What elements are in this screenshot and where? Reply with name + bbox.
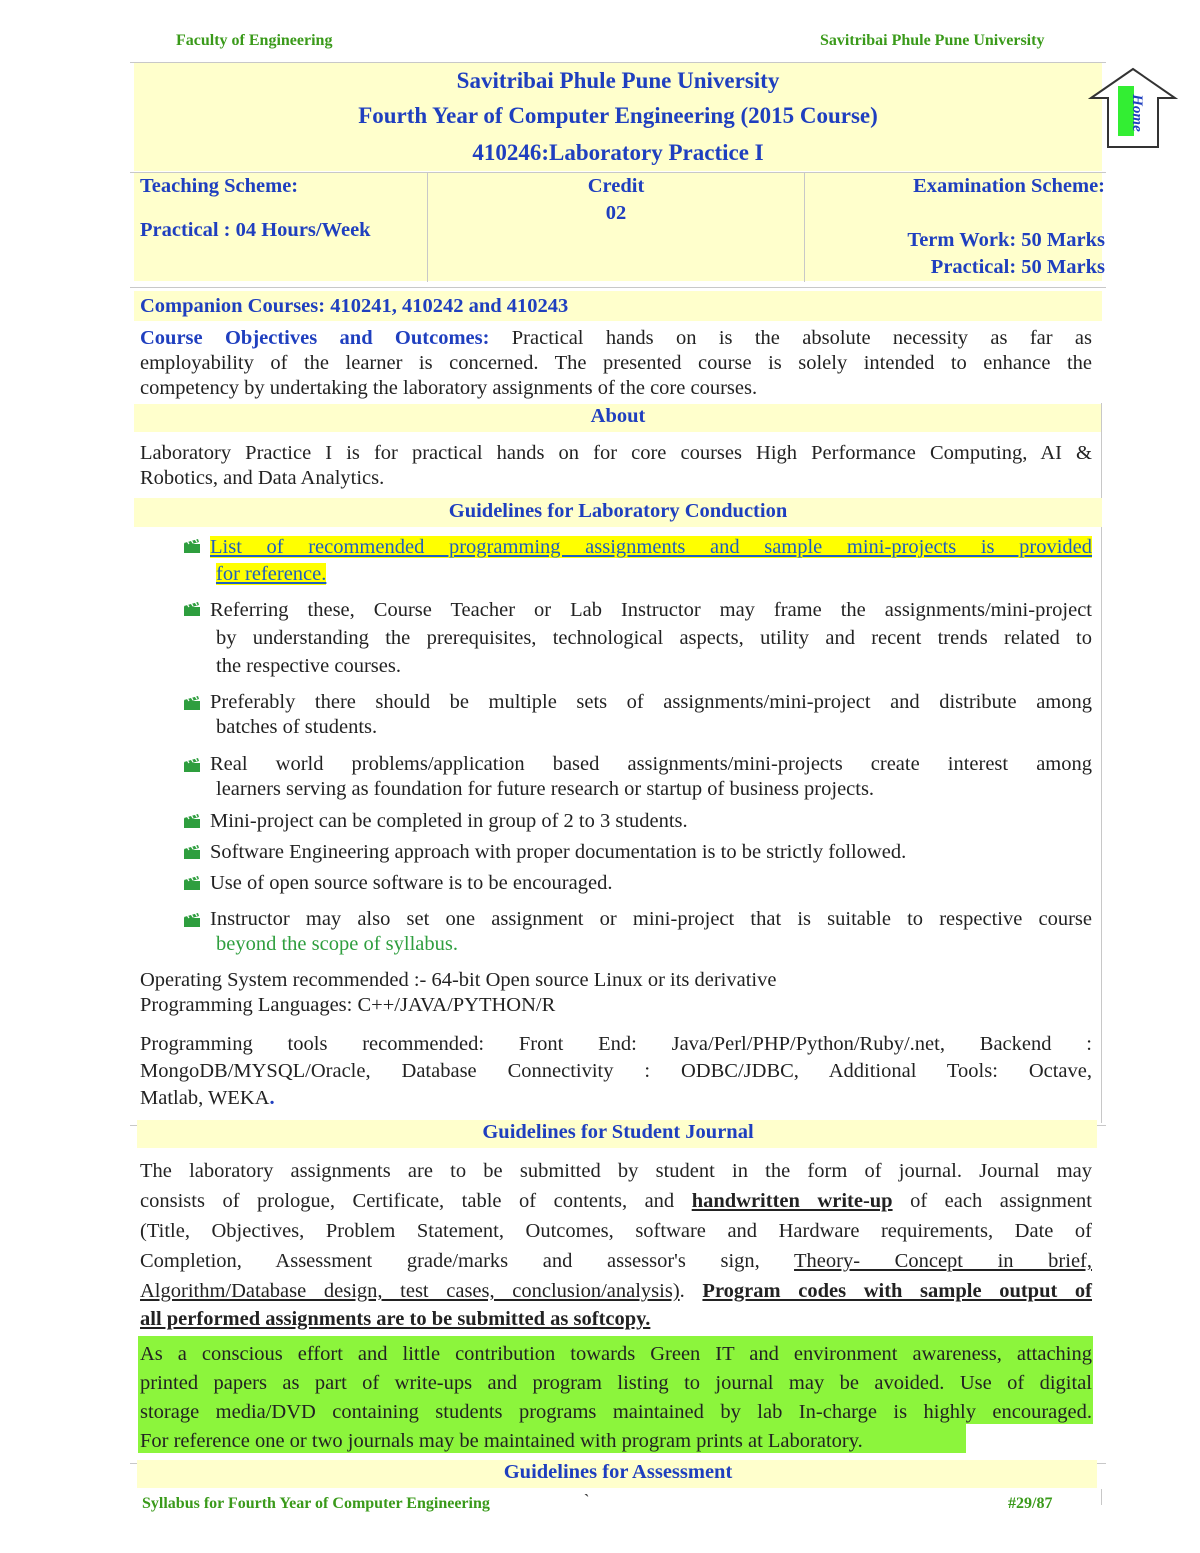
clapperboard-icon: [183, 538, 201, 554]
tools-os-langs: Operating System recommended :- 64-bit Open source Linux or its derivative Programming Languages: C++/JAVA/PYTHON/R: [140, 969, 777, 1016]
tools-programming: Programming tools recommended: Front End: Java/Perl/PHP/Python/Ruby/.net, Backend : MongoDB/MYSQL/Oracle, Database Connectivity : ODBC/JDBC, Additional Tools: Octave, Matlab, WEKA.: [140, 1033, 1092, 1109]
list-item: Preferably there should be multiple sets of assignments/mini-project and distribute among batches of students.: [210, 691, 1092, 738]
home-button[interactable]: [1088, 66, 1178, 150]
header-left: Faculty of Engineering: [176, 32, 333, 49]
journal-text: The laboratory assignments are to be submitted by student in the form of journal. Journal may consists of prologue, Certificate, table of contents, and handwritten write-up of each assignment (Title, Objectives, Problem Statement, Outcomes, software and Hardware requirements, Date of Completion, Assessment grade/marks and assessor's sign, Theory- Concept in brief, Algorithm/Database design, test cases, conclusion/analysis). Program codes with sample output of all performed assignments are to be submitted as softcopy.: [140, 1160, 1093, 1330]
page-number: #29/87: [1008, 1495, 1053, 1512]
title-course-year: Fourth Year of Computer Engineering (2015 Course): [358, 103, 878, 128]
teaching-scheme-label: Teaching Scheme:: [140, 175, 299, 197]
about-heading: About: [590, 405, 646, 427]
divider: [130, 172, 1106, 173]
title-university: Savitribai Phule Pune University: [456, 68, 780, 93]
list-item: Mini-project can be completed in group of 2 to 3 students.: [210, 810, 688, 832]
divider: [427, 172, 428, 282]
credit-label: Credit: [587, 175, 645, 197]
clapperboard-icon: [183, 875, 201, 891]
journal-heading: Guidelines for Student Journal: [482, 1121, 754, 1143]
clapperboard-icon: [183, 695, 201, 711]
course-objectives: Course Objectives and Outcomes: Practical hands on is the absolute necessity as far as employability of the learner is concerned. The presented course is solely intended to enhance the competency by undertaking the laboratory assignments of the core courses.: [140, 327, 1092, 399]
list-item: Real world problems/application based assignments/mini-projects create interest among learners serving as foundation for future research or startup of business projects.: [210, 753, 1092, 800]
list-item: Use of open source software is to be encouraged.: [210, 872, 613, 894]
credit-value: 02: [605, 202, 627, 224]
recommended-assignments-link[interactable]: List of recommended programming assignments and sample mini-projects is provided: [210, 536, 1092, 558]
list-item: Software Engineering approach with proper documentation is to be strictly followed.: [210, 841, 907, 863]
footer-left: Syllabus for Fourth Year of Computer Engineering: [142, 1495, 490, 1512]
clapperboard-icon: [183, 813, 201, 829]
footer-mark: `: [584, 1492, 590, 1509]
list-item: [210, 534, 1092, 588]
clapperboard-icon: [183, 601, 201, 617]
divider: [804, 172, 805, 282]
divider: [130, 287, 1106, 288]
header-right: Savitribai Phule Pune University: [820, 32, 1045, 49]
clapperboard-icon: [183, 757, 201, 773]
divider: [130, 62, 1106, 63]
green-it-note: As a conscious effort and little contribution towards Green IT and environment awareness, attaching printed papers as part of write-ups and program listing to journal may be avoided. Use of digital storage media/DVD containing students programs maintained by lab In-charge is highly encouraged. For reference one or two journals may be maintained with program prints at Laboratory.: [140, 1343, 1092, 1452]
teaching-scheme-value: Practical : 04 Hours/Week: [140, 219, 371, 241]
clapperboard-icon: [183, 912, 201, 928]
recommended-assignments-link-cont[interactable]: for reference.: [216, 563, 327, 585]
list-item: Instructor may also set one assignment or mini-project that is suitable to respective course beyond the scope of syllabus.: [210, 908, 1092, 955]
lab-guidelines-heading: Guidelines for Laboratory Conduction: [448, 500, 788, 522]
companion-courses: Companion Courses: 410241, 410242 and 410243: [140, 295, 569, 317]
exam-practical: Practical: 50 Marks: [930, 256, 1105, 278]
about-text: Laboratory Practice I is for practical hands on for core courses High Performance Computing, AI & Robotics, and Data Analytics.: [140, 442, 1092, 489]
objectives-label: Course Objectives and Outcomes:: [140, 327, 490, 349]
home-label: Home: [1129, 94, 1145, 132]
title-subject: 410246:Laboratory Practice I: [472, 140, 764, 165]
list-item: Referring these, Course Teacher or Lab Instructor may frame the assignments/mini-project by understanding the prerequisites, technological aspects, utility and recent trends related to the respective courses.: [210, 599, 1092, 677]
exam-scheme-label: Examination Scheme:: [913, 175, 1105, 197]
assessment-heading: Guidelines for Assessment: [503, 1461, 733, 1483]
clapperboard-icon: [183, 844, 201, 860]
exam-term-work: Term Work: 50 Marks: [907, 229, 1105, 251]
divider: [1101, 1489, 1102, 1505]
